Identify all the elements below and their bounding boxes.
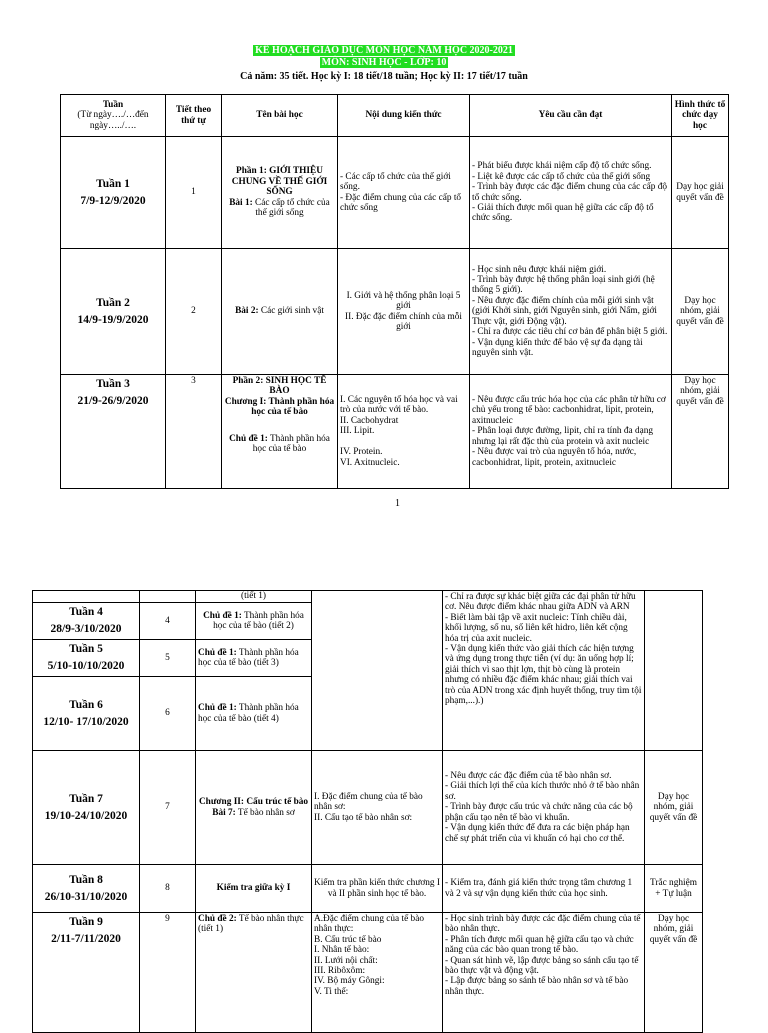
col-form: Hình thức tổ chức dạy học (672, 95, 729, 137)
lesson-cell: (tiết 1) (196, 591, 312, 603)
content-cell (312, 591, 443, 751)
lesson-cell: Chương II: Cấu trúc tế bào Bài 7: Tế bào nhân sơ (196, 751, 312, 865)
table-header-row (61, 95, 729, 137)
col-week: Tuần (Từ ngày…./…đến ngày…../…. (61, 95, 166, 137)
table-row (61, 137, 729, 249)
week-cell: Tuần 7 19/10-24/10/2020 (33, 751, 140, 865)
form-cell: Trắc nghiệm + Tự luận (645, 865, 703, 913)
lesson-cell: Chủ đề 1: Thành phần hóa học của tế bào (tiết 4) (196, 677, 312, 751)
requirements-cell: - Chỉ ra được sự khác biệt giữa các đại phân tử hữu cơ. Nêu được điểm khác nhau giữa ADN và ARN - Biết làm bài tập về axit nucleic: Tính chiều dài, khối lượng, số nu, số liên kết hidro, liên kết cộng hóa trị của axit nucleic. - Vận dụng kiến thức vào giải thích các hiện tượng và ứng dụng trong thực tiễn (ví dụ: ăn uống hợp lí; giải thích vì sao thịt lợn, thịt bò cùng là protein nhưng có nhiều đặc điểm khác nhau; giải thích vai trò của ADN trong xác định huyết thống, truy tìm tội phạm,...).) (443, 591, 645, 751)
content-cell: Kiểm tra phần kiến thức chương I và II phần sinh học tế bào. (312, 865, 443, 913)
col-lesson: Tên bài học (222, 95, 338, 137)
content-cell: I. Giới và hệ thống phân loại 5 giới II. Đặc đặc điểm chính của mỗi giới (338, 249, 470, 375)
week-cell: Tuần 3 21/9-26/9/2020 (61, 375, 166, 489)
page-number: 1 (395, 498, 400, 509)
week-cell: Tuần 9 2/11-7/11/2020 (33, 913, 140, 1033)
form-cell: Dạy học nhóm, giải quyết vấn đề (645, 751, 703, 865)
plan-table-page1 (60, 94, 729, 489)
requirements-cell: - Nêu được cấu trúc hóa học của các phân tử hữu cơ chủ yếu trong tế bào: cacbonhidrat, lipit, protein, axitnucleic - Phân loại được đường, lipit, chỉ ra tính đa dạng nhưng lại rất đặc thù của protein và axit nucleic - Nêu được vai trò của nguyên tố hóa, nước, cacbonhidrat, lipit, protein, axitnucleic (470, 375, 672, 489)
col-content: Nội dung kiến thức (338, 95, 470, 137)
lesson-cell: Phần 2: SINH HỌC TẾ BÀO Chương I: Thành phần hóa học của tế bào Chủ đề 1: Thành phần hóa học của tế bào (222, 375, 338, 489)
form-cell: Dạy học nhóm, giải quyết vấn đề (645, 913, 703, 1033)
content-cell: I. Đặc điểm chung của tế bào nhân sơ: II. Cấu tạo tế bào nhân sơ: (312, 751, 443, 865)
form-cell: Dạy học nhóm, giải quyết vấn đề (672, 249, 729, 375)
col-requirements: Yêu cầu cần đạt (470, 95, 672, 137)
table-row (33, 591, 703, 603)
lesson-cell: Chủ đề 2: Tế bào nhân thực (tiết 1) (196, 913, 312, 1033)
table-row (33, 751, 703, 865)
order-cell: 9 (140, 913, 196, 1033)
order-cell: 2 (166, 249, 222, 375)
week-cell: Tuần 5 5/10-10/10/2020 (33, 640, 140, 677)
order-cell: 5 (140, 640, 196, 677)
requirements-cell: - Học sinh nêu được khái niệm giới. - Trình bày được hệ thống phân loại sinh giới (hệ thống 5 giới). - Nêu được đặc điểm chính của mỗi giới sinh vật (giới Khởi sinh, giới Nguyên sinh, giới Nấm, giới Thực vật, giới Động vật). - Chỉ ra được các tiêu chí cơ bản để phân biệt 5 giới. - Vận dụng kiến thức để bảo vệ sự đa dạng tài nguyên sinh vật. (470, 249, 672, 375)
week-cell: Tuần 1 7/9-12/9/2020 (61, 137, 166, 249)
content-cell: - Các cấp tổ chức của thế giới sống. - Đặc điểm chung của các cấp tổ chức sống (338, 137, 470, 249)
content-cell: I. Các nguyên tố hóa học và vai trò của nước với tế bào. II. Cacbohydrat III. Lipit. IV. Protein. VI. Axitnucleic. (338, 375, 470, 489)
order-cell: 6 (140, 677, 196, 751)
order-cell: 8 (140, 865, 196, 913)
week-cell: Tuần 6 12/10- 17/10/2020 (33, 677, 140, 751)
order-cell: 1 (166, 137, 222, 249)
col-order: Tiết theo thứ tự (166, 95, 222, 137)
doc-subtitle: Cả năm: 35 tiết. Học kỳ I: 18 tiết/18 tuần; Học kỳ II: 17 tiết/17 tuần (240, 71, 528, 82)
lesson-cell: Phần 1: GIỚI THIỆU CHUNG VỀ THẾ GIỚI SỐNG Bài 1: Các cấp tổ chức của thế giới sống (222, 137, 338, 249)
doc-title-line2: MÔN: SINH HỌC - LỚP: 10 (321, 57, 447, 68)
table-row (33, 913, 703, 1033)
lesson-cell: Chủ đề 1: Thành phần hóa học của tế bào (tiết 2) (196, 603, 312, 640)
requirements-cell: - Nêu được các đặc điểm của tế bào nhân sơ. - Giải thích lợi thế của kích thước nhỏ ở tế bào nhân sơ. - Trình bày được cấu trúc và chức năng của các bộ phận cấu tạo nên tế bào vi khuẩn. - Vận dụng kiến thức để đưa ra các biện pháp hạn chế sự phát triển của vi khuẩn có hại cho cơ thể. (443, 751, 645, 865)
doc-title-line1: KẾ HOẠCH GIÁO DỤC MÔN HỌC NĂM HỌC 2020-2021 (255, 45, 513, 56)
form-cell (645, 591, 703, 751)
order-cell: 7 (140, 751, 196, 865)
lesson-cell: Bài 2: Các giới sinh vật (222, 249, 338, 375)
week-cell (33, 591, 140, 603)
order-cell (140, 591, 196, 603)
order-cell: 3 (166, 375, 222, 489)
table-row (33, 865, 703, 913)
order-cell: 4 (140, 603, 196, 640)
form-cell: Dạy học giải quyết vấn đề (672, 137, 729, 249)
week-cell: Tuần 2 14/9-19/9/2020 (61, 249, 166, 375)
plan-table-page2 (32, 590, 703, 1033)
lesson-cell: Kiểm tra giữa kỳ I (196, 865, 312, 913)
week-cell: Tuần 4 28/9-3/10/2020 (33, 603, 140, 640)
table-row (61, 375, 729, 489)
form-cell: Dạy học nhóm, giải quyết vấn đề (672, 375, 729, 489)
requirements-cell: - Kiểm tra, đánh giá kiến thức trọng tâm chương 1 và 2 và sự vận dụng kiến thức của học sinh. (443, 865, 645, 913)
requirements-cell: - Phát biểu được khái niệm cấp độ tổ chức sống. - Liệt kê được các cấp tổ chức của thế giới sống - Trình bày được các đặc điểm chung của các cấp độ tổ chức sống. - Giải thích được mối quan hệ giữa các cấp độ tổ chức sống. (470, 137, 672, 249)
requirements-cell: - Học sinh trình bày được các đặc điểm chung của tế bào nhân thực. - Phân tích được mối quan hệ giữa cấu tạo và chức năng của các bào quan trong tế bào. - Quan sát hình vẽ, lập được bảng so sánh cấu tạo tế bào thực vật và động vật. - Lập được bảng so sánh tế bào nhân sơ và tế bào nhân thực. (443, 913, 645, 1033)
week-cell: Tuần 8 26/10-31/10/2020 (33, 865, 140, 913)
lesson-cell: Chủ đề 1: Thành phần hóa học của tế bào (tiết 3) (196, 640, 312, 677)
table-row (61, 249, 729, 375)
content-cell: A.Đặc điểm chung của tế bào nhân thực: B. Cấu trúc tế bào I. Nhân tế bào: II. Lưới nội chất: III. Ribôxôm: IV. Bộ máy Gôngi: V. Ti thể: (312, 913, 443, 1033)
